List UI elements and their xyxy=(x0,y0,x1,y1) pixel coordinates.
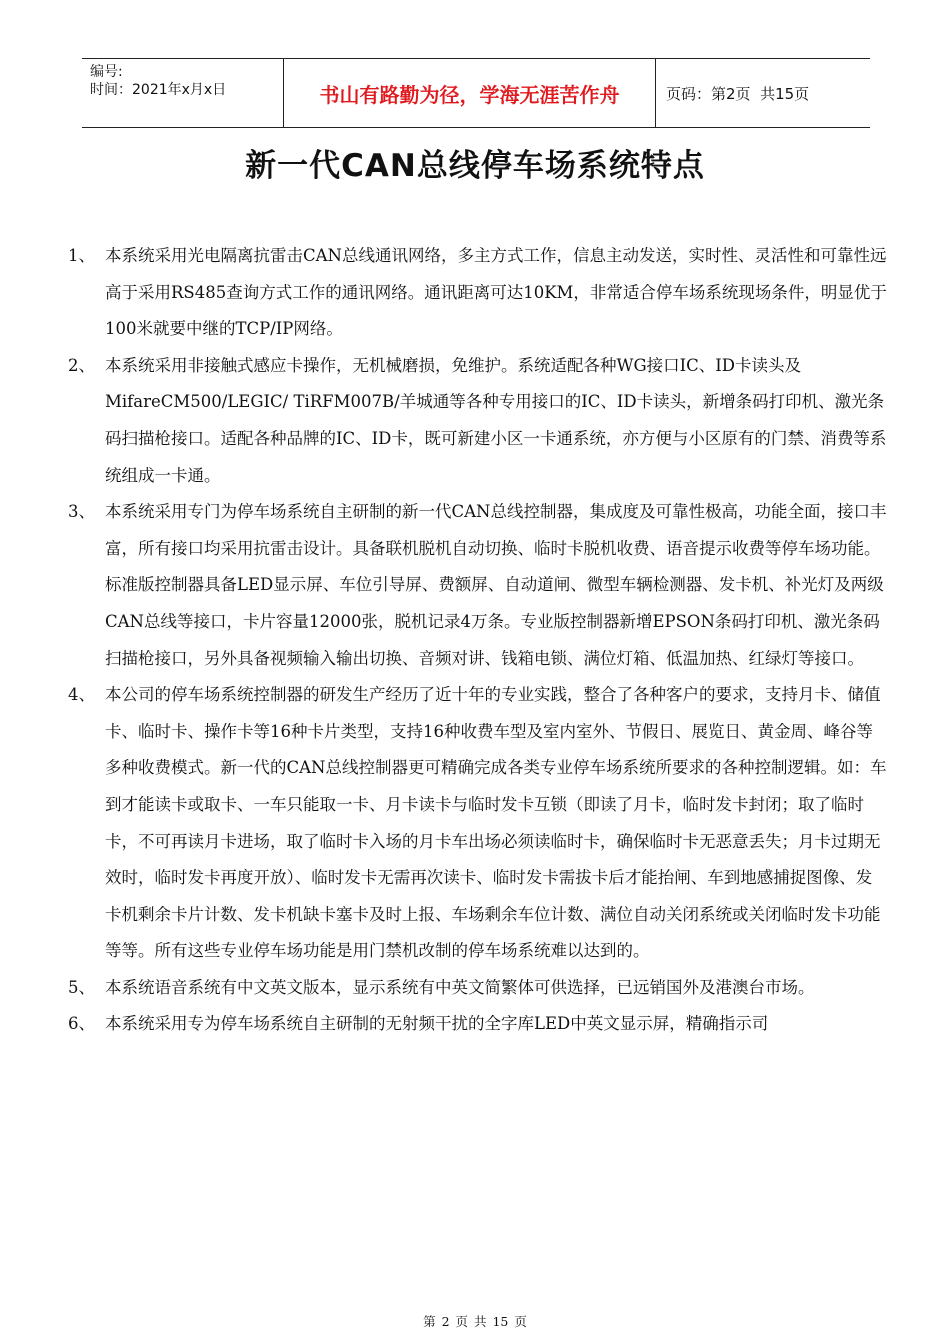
item-number: 6、 xyxy=(68,1014,95,1034)
header-page xyxy=(656,59,870,127)
item-number: 1、 xyxy=(68,246,95,265)
list-item xyxy=(68,970,888,1007)
time-label: 时间：2021年x月x日 xyxy=(90,82,227,98)
header-motto: 书山有路勤为径，学海无涯苦作舟 xyxy=(283,59,656,127)
page-label: 页码：第2页 共15页 xyxy=(666,84,810,103)
document-body xyxy=(68,238,888,1043)
item-number: 2、 xyxy=(68,355,95,375)
item-text: 本系统采用专为停车场系统自主研制的无射频干扰的全字库LED中英文显示屏，精确指示司 xyxy=(105,1014,769,1034)
page-footer: 第 2 页 共 15 页 xyxy=(423,1314,527,1329)
item-text: 本系统采用专门为停车场系统自主研制的新一代CAN总线控制器，集成度及可靠性极高，功能全面，接口丰富，所有接口均采用抗雷击设计。具备联机脱机自动切换、临时卡脱机收费、语音提示收费等停车场功能。标准版控制器具备LED显示屏、车位引导屏、费额屏、自动道闸、微型车辆检测器、发卡机、补光灯及两级CAN总线等接口，卡片容量12000张，脱机记录4万条。专业版控制器新增EPSON条码打印机、激光条码扫描枪接口，另外具备视频输入输出切换、音频对讲、钱箱电锁、满位灯箱、低温加热、红绿灯等接口。 xyxy=(105,502,887,668)
list-item xyxy=(68,494,888,677)
item-number: 5、 xyxy=(68,977,95,997)
item-text: 本公司的停车场系统控制器的研发生产经历了近十年的专业实践，整合了各种客户的要求，支持月卡、储值卡、临时卡、操作卡等16种卡片类型，支持16种收费车型及室内室外、节假日、展览日、黄金周、峰谷等多种收费模式。新一代的CAN总线控制器更可精确完成各类专业停车场系统所要求的各种控制逻辑。如：车到才能读卡或取卡、一车只能取一卡、月卡读卡与临时发卡互锁（即读了月卡，临时发卡封闭；取了临时卡，不可再读月卡进场，取了临时卡入场的月卡车出场必须读临时卡，确保临时卡无恶意丢失；月卡过期无效时，临时发卡再度开放）、临时发卡无需再次读卡、临时发卡需拔卡后才能抬闸、车到地感捕捉图像、发卡机剩余卡片计数、发卡机缺卡塞卡及时上报、车场剩余车位计数、满位自动关闭系统或关闭临时发卡功能等等。所有这些专业停车场功能是用门禁机改制的停车场系统难以达到的。 xyxy=(105,685,887,961)
serial-label: 编号: xyxy=(90,64,123,80)
header-meta xyxy=(82,59,283,127)
item-text: 本系统语音系统有中文英文版本，显示系统有中英文简繁体可供选择，已远销国外及港澳台市场。 xyxy=(105,977,815,997)
list-item xyxy=(68,677,888,970)
item-number: 3、 xyxy=(68,502,95,522)
list-item xyxy=(68,348,888,494)
item-text: 本系统采用非接触式感应卡操作，无机械磨损，免维护。系统适配各种WG接口IC、ID卡读头及MifareCM500/LEGIC/ TiRFM007B/羊城通等各种专用接口的IC、ID卡读头，新增条码打印机、激光条码扫描枪接口。适配各种品牌的IC、ID卡，既可新建小区一卡通系统，亦方便与小区原有的门禁、消费等系统组成一卡通。 xyxy=(105,355,887,485)
list-item xyxy=(68,1006,888,1043)
item-text: 本系统采用光电隔离抗雷击CAN总线通讯网络，多主方式工作，信息主动发送，实时性、灵活性和可靠性远高于采用RS485查询方式工作的通讯网络。通讯距离可达10KM，非常适合停车场系统现场条件，明显优于100米就要中继的TCP/IP网络。 xyxy=(105,246,887,339)
page-header xyxy=(82,58,870,128)
list-item xyxy=(68,238,888,348)
item-number: 4、 xyxy=(68,685,95,705)
document-title: 新一代CAN总线停车场系统特点 xyxy=(245,148,705,184)
